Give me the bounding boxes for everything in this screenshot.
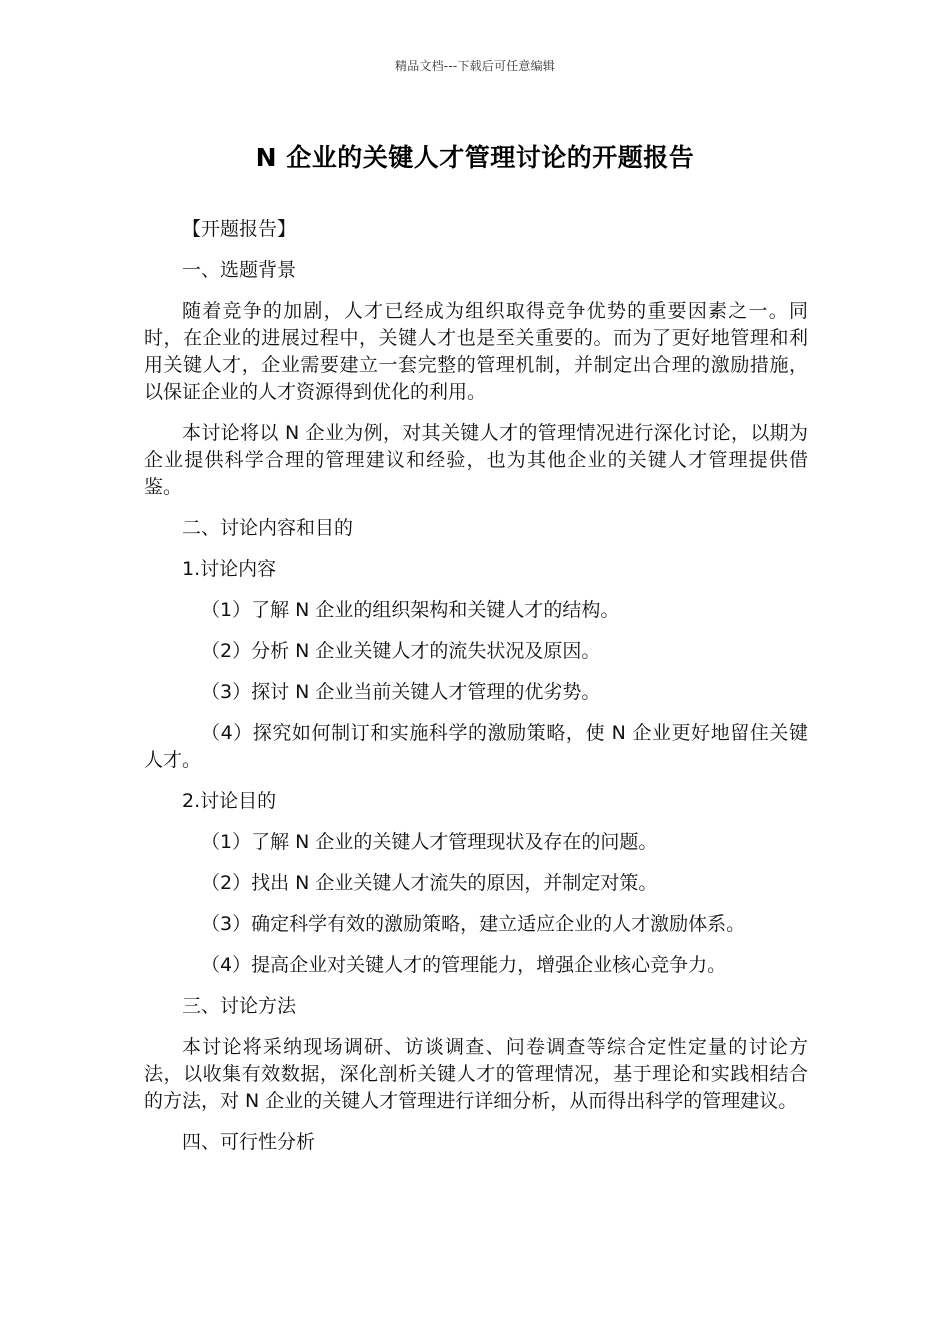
section-heading-content-purpose: 二、讨论内容和目的 xyxy=(182,517,354,539)
page-header: 精品文档---下载后可任意编辑 xyxy=(395,59,555,73)
list-item: （1）了解 N 企业的组织架构和关键人才的结构。 xyxy=(201,599,620,621)
paragraph-background-2: 本讨论将以 N 企业为例，对其关键人才的管理情况进行深化讨论，以期为企业提供科学合理的管理建议和经验，也为其他企业的关键人才管理提供借鉴。 xyxy=(144,422,808,498)
subheading-purpose: 2.讨论目的 xyxy=(182,790,277,812)
list-item: （1）了解 N 企业的关键人才管理现状及存在的问题。 xyxy=(201,831,658,853)
document-body xyxy=(144,216,808,1170)
paragraph-methods: 本讨论将采纳现场调研、访谈调查、问卷调查等综合定性定量的讨论方法，以收集有效数据，深化剖析关键人才的管理情况，基于理论和实践相结合的方法，对 N 企业的关键人才管理进行详细分析，从而得出科学的管理建议。 xyxy=(144,1036,808,1112)
list-item: （4）提高企业对关键人才的管理能力，增强企业核心竞争力。 xyxy=(201,954,727,976)
section-label-report: 【开题报告】 xyxy=(182,218,297,240)
list-item: （3）确定科学有效的激励策略，建立适应企业的人才激励体系。 xyxy=(201,913,746,935)
section-heading-methods: 三、讨论方法 xyxy=(182,995,297,1017)
section-heading-feasibility: 四、可行性分析 xyxy=(182,1131,316,1153)
list-item: （4）探究如何制订和实施科学的激励策略，使 N 企业更好地留住关键人才。 xyxy=(144,722,808,771)
list-item: （3）探讨 N 企业当前关键人才管理的优劣势。 xyxy=(201,681,601,703)
section-heading-background: 一、选题背景 xyxy=(182,259,297,281)
list-item: （2）分析 N 企业关键人才的流失状况及原因。 xyxy=(201,640,601,662)
subheading-content: 1.讨论内容 xyxy=(182,558,277,580)
list-item: （2）找出 N 企业关键人才流失的原因，并制定对策。 xyxy=(201,872,658,894)
document-title: N 企业的关键人才管理讨论的开题报告 xyxy=(255,143,695,172)
paragraph-background-1: 随着竞争的加剧，人才已经成为组织取得竞争优势的重要因素之一。同时，在企业的进展过程中，关键人才也是至关重要的。而为了更好地管理和利用关键人才，企业需要建立一套完整的管理机制，并制定出合理的激励措施，以保证企业的人才资源得到优化的利用。 xyxy=(144,300,808,403)
